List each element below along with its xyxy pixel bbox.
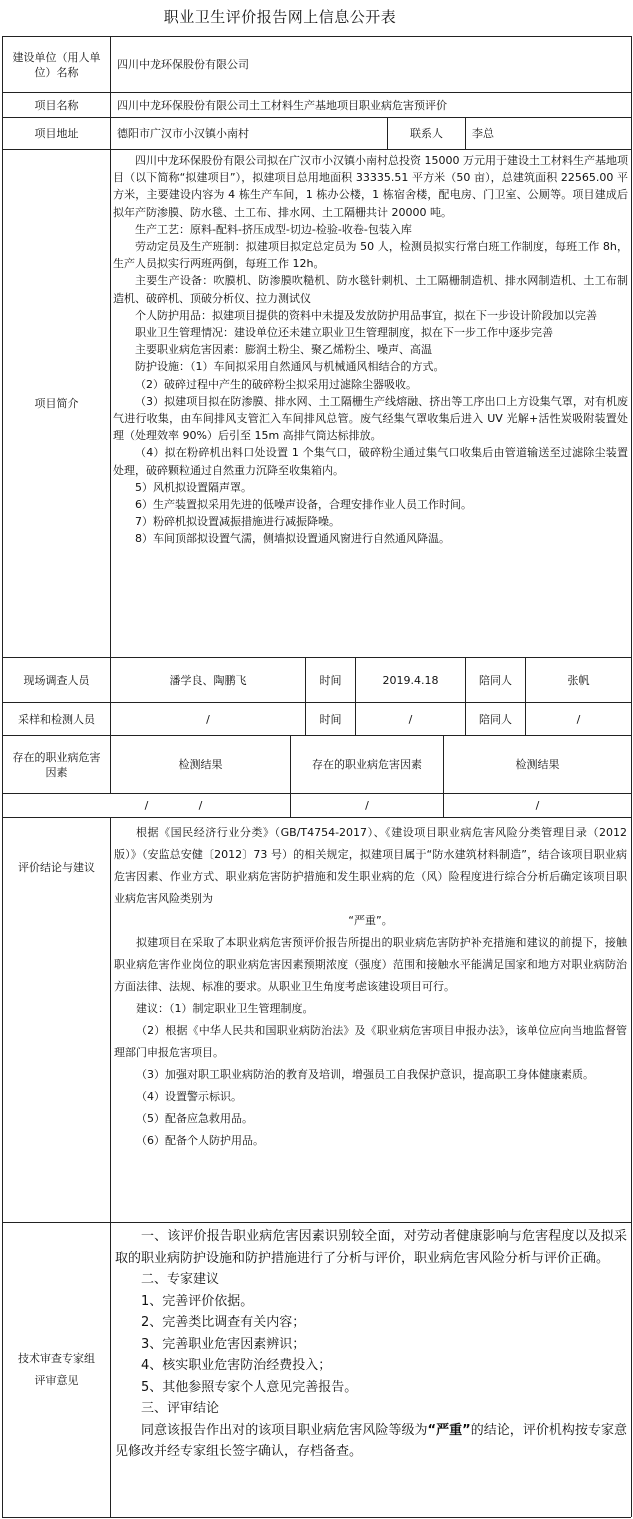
intro-paragraph: （2）破碎过程中产生的破碎粉尘拟采用过滤除尘器吸收。: [135, 377, 417, 391]
survey-companion-value: 张帆: [567, 673, 590, 687]
contact-value: 李总: [472, 127, 494, 140]
grid-line: [631, 36, 632, 1517]
expert-item: 4、核实职业危害防治经费投入；: [141, 1358, 332, 1373]
hazard-col-header: 检测结果: [515, 758, 560, 771]
expert-item: 5、其他参照专家个人意见完善报告。: [141, 1379, 358, 1395]
hazard-cell: /: [535, 799, 540, 812]
hazard-col-header: 存在的职业病危害因素: [12, 750, 101, 779]
intro-paragraph: 主要职业病危害因素：膨润土粉尘、聚乙烯粉尘、噪声、高温: [135, 343, 432, 357]
expert-conclusion-risk: “严重”: [427, 1422, 471, 1438]
sampling-persons: /: [206, 712, 210, 726]
conclusion-item: （3）加强对职工职业病防治的教育及培训，增强员工自我保护意识，提高职工身体健康素质。: [136, 1068, 594, 1081]
expert-item: 2、完善类比调查有关内容；: [141, 1315, 306, 1330]
page-title: 职业卫生评价报告网上信息公开表: [163, 8, 397, 26]
project-address-value: 德阳市广汉市小汉镇小南村: [117, 127, 249, 140]
intro-paragraph: 四川中龙环保股份有限公司拟在广汉市小汉镇小南村总投资 15000 万元用于建设土工材料生产基地项目（以下简称“拟建项目”），拟建项目总用地面积 33335.51 平方米（50 亩），总建筑面积 22565.00 平方米，主要建设内容为 4 栋生产车间，1 栋办公楼，1 栋宿舍楼，配电房、门卫室、公厕等。项目建成后拟年产防渗膜、防水毯、土工布、排水网、土工隔栅共计 20000 吨。: [113, 154, 628, 219]
expert-heading: 三、评审结论: [141, 1401, 220, 1416]
conclusion-item: （4）设置警示标识。: [136, 1090, 242, 1103]
conclusion-paragraph: 拟建项目在采取了本职业病危害预评价报告所提出的职业病危害防护补充措施和建议的前提下，接触职业病危害作业岗位的职业病危害因素预期浓度（强度）范围和接触水平能满足国家和地方对职业病防治方面法律、法规、标准的要求。从职业卫生角度考虑该建设项目可行。: [114, 936, 627, 993]
sampling-time-label: 时间: [319, 712, 342, 726]
hazard-col-header: 存在的职业病危害因素: [312, 758, 422, 771]
hazard-cell: /: [144, 799, 149, 812]
expert-paragraph: 一、该评价报告职业病危害因素识别较全面，对劳动者健康影响与危害程度以及拟采取的职业病防护设施和防护措施进行了分析与评价，职业病危害风险分析与评价正确。: [115, 1229, 627, 1266]
project-name-label: 项目名称: [34, 98, 79, 112]
grid-line: [110, 817, 111, 1517]
sampling-companion-value: /: [576, 712, 581, 726]
project-address-label: 项目地址: [34, 127, 79, 140]
intro-paragraph: 职业卫生管理情况：建设单位还未建立职业卫生管理制度，拟在下一步工作中逐步完善: [135, 326, 553, 340]
project-intro-text: [113, 152, 628, 655]
intro-paragraph: （3）拟建项目拟在防渗膜、排水网、土工隔栅生产线熔融、挤出等工序出口上方设集气罩，对有机废气进行收集，由车间排风支管汇入车间排风总管。废气经集气罩收集后进入 UV 光解+活性炭吸附装置处理（处理效率 90%）后引至 15m 高排气筒达标排放。: [113, 394, 628, 443]
survey-time-label: 时间: [319, 673, 342, 687]
intro-paragraph: 8）车间顶部拟设置气濡，侧墙拟设置通风窗进行自然通风降温。: [135, 532, 450, 546]
sampling-companion-label: 陪同人: [479, 712, 512, 726]
intro-paragraph: 生产工艺：原料-配料-挤压成型-切边-检验-收卷-包装入库: [135, 222, 412, 236]
intro-paragraph: 5）风机拟设置隔声罩。: [135, 480, 252, 494]
sampling-time-value: /: [408, 712, 413, 726]
intro-paragraph: 劳动定员及生产班制：拟建项目拟定总定员为 50 人，检测员拟实行常白班工作制度，每班工作 8h，生产人员拟实行两班两倒，每班工作 12h。: [113, 240, 628, 271]
conclusion-label: 评价结论与建议: [18, 861, 95, 874]
sampling-label: 采样和检测人员: [18, 712, 95, 726]
expert-conclusion-pre: 同意该报告作出对的该项目职业病危害风险等级为: [141, 1422, 428, 1438]
survey-persons: 潘学良、陶鹏飞: [169, 673, 247, 687]
unit-label: 建设单位（用人单位）名称: [12, 50, 101, 79]
conclusion-item: 建议：（1）制定职业卫生管理制度。: [136, 1002, 314, 1015]
intro-paragraph: 6）生产装置拟采用先进的低噪声设备，合理安排作业人员工作时间。: [135, 498, 472, 512]
conclusion-text: [114, 822, 627, 1220]
grid-line: [2, 1517, 631, 1518]
expert-conclusion-post: 的结论，评价机构按专家意见修改并经专家组长签字确认，存档备查。: [115, 1422, 627, 1459]
conclusion-item: （5）配备应急救用品。: [136, 1112, 253, 1125]
survey-time-value: 2019.4.18: [382, 673, 439, 687]
hazard-cell: /: [365, 799, 369, 812]
expert-text: [115, 1226, 627, 1516]
survey-companion-label: 陪同人: [479, 673, 512, 687]
expert-conclusion: [115, 1420, 627, 1463]
hazard-cell: /: [198, 799, 203, 812]
project-name-value: 四川中龙环保股份有限公司土工材料生产基地项目职业病危害预评价: [117, 98, 447, 112]
intro-paragraph: 个人防护用品：拟建项目提供的资料中未提及发放防护用品事宜，拟在下一步设计阶段加以完善: [135, 308, 597, 322]
expert-heading: 二、专家建议: [141, 1272, 220, 1287]
intro-paragraph: 主要生产设备：吹膜机、防渗膜吹糙机、防水毯针刺机、土工隔栅制造机、排水网制造机、土工布制造机、破碎机、顶破分析仪、拉力测试仪: [113, 274, 628, 305]
expert-item: 1、完善评价依据。: [141, 1293, 254, 1309]
expert-item: 3、完善职业危害因素辨识；: [141, 1336, 306, 1352]
intro-paragraph: 7）粉碎机拟设置减振措施进行减振降噪。: [135, 515, 340, 529]
conclusion-item: （2）根据《中华人民共和国职业病防治法》及《职业病危害项目申报办法》，该单位应向当地监督管理部门申报危害项目。: [114, 1024, 627, 1059]
intro-paragraph: 防护设施：（1）车间拟采用自然通风与机械通风相结合的方式。: [135, 360, 445, 374]
hazard-col-header: 检测结果: [178, 758, 223, 771]
survey-label: 现场调查人员: [23, 673, 90, 687]
conclusion-paragraph: 根据《国民经济行业分类》（GB/T4754-2017）、《建设项目职业病危害风险分类管理目录（2012 版）》（安监总安健〔2012〕73 号）的相关规定，拟建项目属于“防水建筑材料制造”，结合该项目职业病危害因素、作业方式、职业病危害防护措施和发生职业病的危（风）险程度进行综合分析后确定该项目职业病危害风险类别为: [114, 826, 627, 905]
project-intro-label: 项目简介: [34, 397, 79, 410]
unit-value: 四川中龙环保股份有限公司: [117, 58, 249, 71]
conclusion-item: （6）配备个人防护用品。: [136, 1134, 264, 1147]
conclusion-risk: “严重”。: [348, 914, 393, 927]
intro-paragraph: （4）拟在粉碎机出料口处设置 1 个集气口，破碎粉尘通过集气口收集后由管道输送至过滤除尘装置处理，破碎颗粒通过自然重力沉降至收集箱内。: [113, 446, 628, 477]
expert-label: 技术审查专家组评审意见: [18, 1352, 95, 1387]
contact-label: 联系人: [410, 127, 443, 140]
